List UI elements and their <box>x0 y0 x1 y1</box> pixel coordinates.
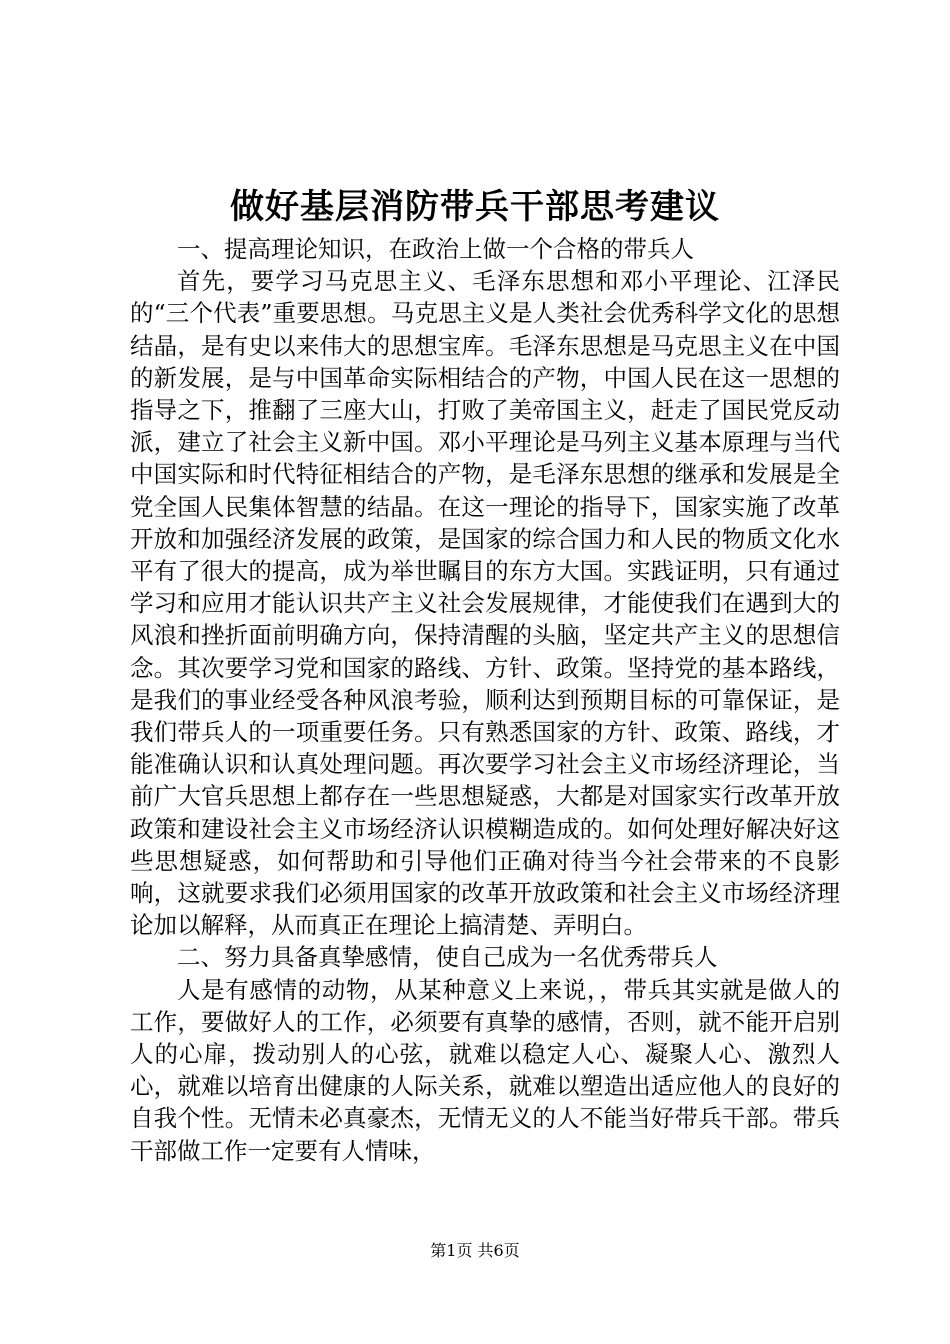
body-paragraph-1: 首先，要学习马克思主义、毛泽东思想和邓小平理论、江泽民的“三个代表”重要思想。马克思主义是人类社会优秀科学文化的思想结晶，是有史以来伟大的思想宝库。毛泽东思想是马克思主义在中国的新发展，是与中国革命实际相结合的产物，中国人民在这一思想的指导之下，推翻了三座大山，打败了美帝国主义，赶走了国民党反动派，建立了社会主义新中国。邓小平理论是马列主义基本原理与当代中国实际和时代特征相结合的产物，是毛泽东思想的继承和发展是全党全国人民集体智慧的结晶。在这一理论的指导下，国家实施了改革开放和加强经济发展的政策，是国家的综合国力和人民的物质文化水平有了很大的提高，成为举世瞩目的东方大国。实践证明，只有通过学习和应用才能认识共产主义社会发展规律，才能使我们在遇到大的风浪和挫折面前明确方向，保持清醒的头脑，坚定共产主义的思想信念。其次要学习党和国家的路线、方针、政策。坚持党的基本路线，是我们的事业经受各种风浪考验，顺利达到预期目标的可靠保证，是我们带兵人的一项重要任务。只有熟悉国家的方针、政策、路线，才能准确认识和认真处理问题。再次要学习社会主义市场经济理论，当前广大官兵思想上都存在一些思想疑惑，大都是对国家实行改革开放政策和建设社会主义市场经济认识模糊造成的。如何处理好解决好这些思想疑惑，如何帮助和引导他们正确对待当今社会带来的不良影响，这就要求我们必须用国家的改革开放政策和社会主义市场经济理论加以解释，从而真正在理论上搞清楚、弄明白。 <box>130 267 840 940</box>
section-heading-1: 一、提高理论知识，在政治上做一个合格的带兵人 <box>177 235 694 263</box>
document-body <box>130 233 840 1167</box>
section-heading-2: 二、努力具备真挚感情，使自己成为一名优秀带兵人 <box>177 943 718 972</box>
page-number-footer: 第1页 共6页 <box>430 1241 520 1260</box>
document-title: 做好基层消防带兵干部思考建议 <box>230 187 720 227</box>
body-paragraph-2: 人是有感情的动物，从某种意义上来说，，带兵其实就是做人的工作，要做好人的工作，必须要有真挚的感情，否则，就不能开启别人的心扉，拨动别人的心弦，就难以稳定人心、凝聚人心、激烈人心，就难以培育出健康的人际关系，就难以塑造出适应他人的良好的自我个性。无情未必真豪杰，无情无义的人不能当好带兵干部。带兵干部做工作一定要有人情味， <box>130 975 840 1165</box>
